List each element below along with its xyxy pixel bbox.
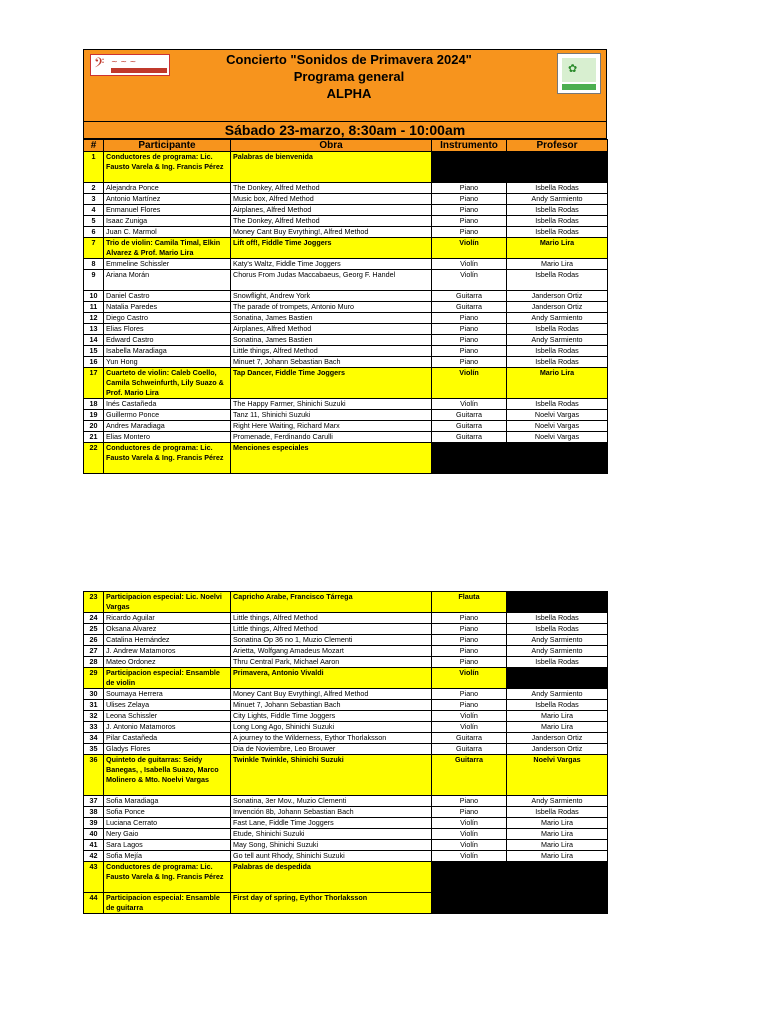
table-row	[84, 711, 608, 722]
table-row	[84, 646, 608, 657]
teacher-cell: Mario Lira	[507, 818, 608, 829]
instrument-cell: Piano	[432, 689, 507, 700]
participant-cell: Sofia Ponce	[104, 807, 231, 818]
table-row	[84, 840, 608, 851]
work-cell: Promenade, Ferdinando Carulli	[231, 432, 432, 443]
teacher-cell: Andy Sarmiento	[507, 646, 608, 657]
row-number: 8	[84, 259, 104, 270]
teacher-cell: Janderson Ortiz	[507, 733, 608, 744]
row-number: 9	[84, 270, 104, 291]
participant-cell: Nery Gaio	[104, 829, 231, 840]
participant-cell: Trio de violin: Camila Timal, Elkin Alvarez & Prof. Mario Lira	[104, 238, 231, 259]
teacher-cell: Janderson Ortiz	[507, 291, 608, 302]
table-row	[84, 668, 608, 689]
row-number: 1	[84, 152, 104, 183]
program-rows-2	[84, 592, 608, 914]
teacher-cell: Andy Sarmiento	[507, 335, 608, 346]
row-number: 37	[84, 796, 104, 807]
participant-cell: Quinteto de guitarras: Seidy Banegas, , Isabella Suazo, Marco Molinero & Mto. Noelvi Vargas	[104, 755, 231, 796]
work-cell: Airplanes, Alfred Method	[231, 205, 432, 216]
participant-cell: Elias Flores	[104, 324, 231, 335]
table-row	[84, 432, 608, 443]
school-logo-mark: ~ ~ ~	[111, 57, 137, 66]
teacher-cell: Mario Lira	[507, 238, 608, 259]
teacher-cell: Isbella Rodas	[507, 807, 608, 818]
participant-cell: Soumaya Herrera	[104, 689, 231, 700]
work-cell: Chorus From Judas Maccabaeus, Georg F. Handel	[231, 270, 432, 291]
row-number: 34	[84, 733, 104, 744]
participant-cell: Participacion especial: Lic. Noelvi Vargas	[104, 592, 231, 613]
work-cell: The Donkey, Alfred Method	[231, 216, 432, 227]
program-page-2	[83, 591, 607, 914]
instrument-cell: Piano	[432, 324, 507, 335]
teacher-cell: Isbella Rodas	[507, 324, 608, 335]
instrument-cell	[432, 443, 507, 474]
work-cell: Palabras de bienvenida	[231, 152, 432, 183]
instrument-cell: Flauta	[432, 592, 507, 613]
work-cell: Minuet 7, Johann Sebastian Bach	[231, 700, 432, 711]
col-header-work: Obra	[231, 140, 432, 152]
participant-cell: Antonio Martínez	[104, 194, 231, 205]
teacher-cell: Noelvi Vargas	[507, 421, 608, 432]
work-cell: Arietta, Wolfgang Amadeus Mozart	[231, 646, 432, 657]
teacher-cell: Isbella Rodas	[507, 183, 608, 194]
instrument-cell: Violín	[432, 668, 507, 689]
instrument-cell: Guitarra	[432, 421, 507, 432]
participant-cell: Sofia Mejía	[104, 851, 231, 862]
teacher-cell: Isbella Rodas	[507, 399, 608, 410]
logo-bar	[111, 68, 167, 73]
work-cell: Music box, Alfred Method	[231, 194, 432, 205]
instrument-cell: Piano	[432, 807, 507, 818]
table-row	[84, 324, 608, 335]
row-number: 15	[84, 346, 104, 357]
table-row	[84, 613, 608, 624]
participant-cell: Mateo Ordonez	[104, 657, 231, 668]
instrument-cell: Guitarra	[432, 302, 507, 313]
work-cell: Long Long Ago, Shinichi Suzuki	[231, 722, 432, 733]
participant-cell: Diego Castro	[104, 313, 231, 324]
work-cell: May Song, Shinichi Suzuki	[231, 840, 432, 851]
work-cell: Menciones especiales	[231, 443, 432, 474]
row-number: 33	[84, 722, 104, 733]
row-number: 21	[84, 432, 104, 443]
row-number: 19	[84, 410, 104, 421]
work-cell: City Lights, Fiddle Time Joggers	[231, 711, 432, 722]
instrument-cell: Guitarra	[432, 744, 507, 755]
table-row	[84, 216, 608, 227]
instrument-cell: Violín	[432, 368, 507, 399]
participant-cell: Conductores de programa: Lic. Fausto Varela & Ing. Francis Pérez	[104, 443, 231, 474]
teacher-cell: Isbella Rodas	[507, 613, 608, 624]
instrument-cell: Piano	[432, 700, 507, 711]
instrument-cell: Guitarra	[432, 733, 507, 744]
table-row	[84, 829, 608, 840]
teacher-cell	[507, 893, 608, 914]
table-row	[84, 410, 608, 421]
work-cell: Go tell aunt Rhody, Shinichi Suzuki	[231, 851, 432, 862]
row-number: 2	[84, 183, 104, 194]
row-number: 41	[84, 840, 104, 851]
teacher-cell: Isbella Rodas	[507, 270, 608, 291]
instrument-cell: Piano	[432, 205, 507, 216]
program-table-2	[83, 591, 608, 914]
table-row	[84, 227, 608, 238]
instrument-cell: Piano	[432, 216, 507, 227]
row-number: 26	[84, 635, 104, 646]
participant-cell: Participacion especial: Ensamble de guitarra	[104, 893, 231, 914]
instrument-cell: Violín	[432, 829, 507, 840]
table-row	[84, 194, 608, 205]
teacher-cell: Janderson Ortiz	[507, 744, 608, 755]
teacher-cell: Noelvi Vargas	[507, 410, 608, 421]
teacher-cell: Mario Lira	[507, 711, 608, 722]
row-number: 11	[84, 302, 104, 313]
teacher-cell: Andy Sarmiento	[507, 194, 608, 205]
participant-cell: Participacion especial: Ensamble de violin	[104, 668, 231, 689]
work-cell: First day of spring, Eythor Thorlaksson	[231, 893, 432, 914]
participant-cell: Isaac Zuniga	[104, 216, 231, 227]
participant-cell: Leona Schissler	[104, 711, 231, 722]
row-number: 25	[84, 624, 104, 635]
work-cell: Sonatina, James Bastien	[231, 335, 432, 346]
work-cell: Katy's Waltz, Fiddle Time Joggers	[231, 259, 432, 270]
work-cell: Twinkle Twinkle, Shinichi Suzuki	[231, 755, 432, 796]
concert-date: Sábado 23-marzo, 8:30am - 10:00am	[83, 122, 607, 139]
row-number: 31	[84, 700, 104, 711]
row-number: 6	[84, 227, 104, 238]
table-row	[84, 399, 608, 410]
table-row	[84, 346, 608, 357]
participant-cell: Isabella Maradiaga	[104, 346, 231, 357]
instrument-cell: Piano	[432, 346, 507, 357]
participant-cell: Sofia Maradiaga	[104, 796, 231, 807]
program-header	[83, 49, 607, 122]
participant-cell: Conductores de programa: Lic. Fausto Varela & Ing. Francis Pérez	[104, 152, 231, 183]
school-logo	[90, 54, 170, 76]
group-name: ALPHA	[326, 86, 372, 101]
teacher-cell: Isbella Rodas	[507, 700, 608, 711]
participant-cell: Conductores de programa: Lic. Fausto Varela & Ing. Francis Pérez	[104, 862, 231, 893]
table-header-row	[84, 140, 608, 152]
teacher-cell: Noelvi Vargas	[507, 432, 608, 443]
teacher-cell: Janderson Ortiz	[507, 302, 608, 313]
row-number: 17	[84, 368, 104, 399]
participant-cell: Natalia Paredes	[104, 302, 231, 313]
work-cell: Capricho Arabe, Francisco Tárrega	[231, 592, 432, 613]
instrument-cell: Piano	[432, 613, 507, 624]
teacher-cell: Isbella Rodas	[507, 657, 608, 668]
instrument-cell: Guitarra	[432, 755, 507, 796]
work-cell: Little things, Alfred Method	[231, 613, 432, 624]
row-number: 20	[84, 421, 104, 432]
teacher-cell: Mario Lira	[507, 840, 608, 851]
spring-concert-logo	[557, 53, 601, 94]
table-row	[84, 893, 608, 914]
bass-clef-icon: 𝄢	[94, 55, 105, 74]
logo-ground	[562, 84, 596, 90]
teacher-cell: Andy Sarmiento	[507, 796, 608, 807]
instrument-cell: Piano	[432, 313, 507, 324]
row-number: 13	[84, 324, 104, 335]
row-number: 36	[84, 755, 104, 796]
col-header-participant: Participante	[104, 140, 231, 152]
row-number: 14	[84, 335, 104, 346]
table-row	[84, 700, 608, 711]
work-cell: Airplanes, Alfred Method	[231, 324, 432, 335]
table-row	[84, 152, 608, 183]
row-number: 16	[84, 357, 104, 368]
row-number: 3	[84, 194, 104, 205]
program-page-1	[83, 49, 607, 474]
work-cell: Right Here Waiting, Richard Marx	[231, 421, 432, 432]
program-subtitle: Programa general	[293, 69, 405, 84]
participant-cell: Edward Castro	[104, 335, 231, 346]
work-cell: Palabras de despedida	[231, 862, 432, 893]
row-number: 38	[84, 807, 104, 818]
participant-cell: Gladys Flores	[104, 744, 231, 755]
instrument-cell: Piano	[432, 646, 507, 657]
participant-cell: Yun Hong	[104, 357, 231, 368]
teacher-cell: Andy Sarmiento	[507, 635, 608, 646]
teacher-cell	[507, 668, 608, 689]
instrument-cell: Violín	[432, 399, 507, 410]
participant-cell: Elias Montero	[104, 432, 231, 443]
table-row	[84, 183, 608, 194]
work-cell: The Donkey, Alfred Method	[231, 183, 432, 194]
row-number: 30	[84, 689, 104, 700]
row-number: 7	[84, 238, 104, 259]
table-row	[84, 722, 608, 733]
row-number: 40	[84, 829, 104, 840]
instrument-cell: Piano	[432, 796, 507, 807]
table-row	[84, 807, 608, 818]
participant-cell: Sara Lagos	[104, 840, 231, 851]
participant-cell: Pilar Castañeda	[104, 733, 231, 744]
instrument-cell: Violín	[432, 722, 507, 733]
table-row	[84, 443, 608, 474]
teacher-cell	[507, 443, 608, 474]
teacher-cell: Mario Lira	[507, 851, 608, 862]
participant-cell: J. Andrew Matamoros	[104, 646, 231, 657]
table-row	[84, 796, 608, 807]
col-header-teacher: Profesor	[507, 140, 608, 152]
participant-cell: Ariana Morán	[104, 270, 231, 291]
participant-cell: Daniel Castro	[104, 291, 231, 302]
work-cell: Money Cant Buy Evrything!, Alfred Method	[231, 689, 432, 700]
table-row	[84, 205, 608, 216]
participant-cell: Guillermo Ponce	[104, 410, 231, 421]
work-cell: Dia de Noviembre, Leo Brouwer	[231, 744, 432, 755]
participant-cell: Inés Castañeda	[104, 399, 231, 410]
table-row	[84, 313, 608, 324]
work-cell: Thru Central Park, Michael Aaron	[231, 657, 432, 668]
participant-cell: Emmeline Schissler	[104, 259, 231, 270]
instrument-cell: Violín	[432, 270, 507, 291]
table-row	[84, 368, 608, 399]
work-cell: The Happy Farmer, Shinichi Suzuki	[231, 399, 432, 410]
instrument-cell: Violín	[432, 851, 507, 862]
work-cell: Tanz 11, Shinichi Suzuki	[231, 410, 432, 421]
table-row	[84, 624, 608, 635]
sprout-icon: ✿	[568, 63, 578, 75]
instrument-cell: Piano	[432, 624, 507, 635]
work-cell: Sonatina Op 36 no 1, Muzio Clementi	[231, 635, 432, 646]
instrument-cell	[432, 862, 507, 893]
teacher-cell: Noelvi Vargas	[507, 755, 608, 796]
work-cell: Etude, Shinichi Suzuki	[231, 829, 432, 840]
col-header-instrument: Instrumento	[432, 140, 507, 152]
instrument-cell: Piano	[432, 335, 507, 346]
concert-title: Concierto "Sonidos de Primavera 2024"	[226, 52, 472, 67]
row-number: 42	[84, 851, 104, 862]
teacher-cell: Isbella Rodas	[507, 205, 608, 216]
participant-cell: Catalina Hernández	[104, 635, 231, 646]
table-row	[84, 657, 608, 668]
instrument-cell: Violín	[432, 238, 507, 259]
instrument-cell: Piano	[432, 657, 507, 668]
row-number: 18	[84, 399, 104, 410]
work-cell: Invención 8b, Johann Sebastian Bach	[231, 807, 432, 818]
table-row	[84, 635, 608, 646]
table-row	[84, 421, 608, 432]
row-number: 12	[84, 313, 104, 324]
row-number: 29	[84, 668, 104, 689]
table-row	[84, 744, 608, 755]
table-row	[84, 238, 608, 259]
teacher-cell: Mario Lira	[507, 722, 608, 733]
instrument-cell: Violín	[432, 818, 507, 829]
participant-cell: Alejandra Ponce	[104, 183, 231, 194]
teacher-cell: Mario Lira	[507, 829, 608, 840]
row-number: 35	[84, 744, 104, 755]
table-row	[84, 689, 608, 700]
participant-cell: Ricardo Aguilar	[104, 613, 231, 624]
row-number: 22	[84, 443, 104, 474]
row-number: 4	[84, 205, 104, 216]
teacher-cell: Isbella Rodas	[507, 216, 608, 227]
participant-cell: Cuarteto de violin: Caleb Coello, Camila Schweinfurth, Lily Suazo & Prof. Mario Lira	[104, 368, 231, 399]
table-row	[84, 335, 608, 346]
row-number: 32	[84, 711, 104, 722]
teacher-cell: Mario Lira	[507, 259, 608, 270]
instrument-cell: Violín	[432, 840, 507, 851]
instrument-cell: Piano	[432, 194, 507, 205]
instrument-cell: Violín	[432, 259, 507, 270]
instrument-cell	[432, 152, 507, 183]
teacher-cell: Isbella Rodas	[507, 346, 608, 357]
work-cell: The parade of trompets, Antonio Muro	[231, 302, 432, 313]
instrument-cell: Piano	[432, 357, 507, 368]
instrument-cell: Violín	[432, 711, 507, 722]
table-row	[84, 755, 608, 796]
work-cell: Snowflight, Andrew York	[231, 291, 432, 302]
program-rows-1	[84, 152, 608, 474]
participant-cell: Oksana Alvarez	[104, 624, 231, 635]
table-row	[84, 259, 608, 270]
teacher-cell: Isbella Rodas	[507, 357, 608, 368]
teacher-cell: Isbella Rodas	[507, 227, 608, 238]
instrument-cell: Guitarra	[432, 291, 507, 302]
work-cell: Fast Lane, Fiddle Time Joggers	[231, 818, 432, 829]
table-row	[84, 291, 608, 302]
row-number: 24	[84, 613, 104, 624]
table-row	[84, 270, 608, 291]
teacher-cell: Andy Sarmiento	[507, 689, 608, 700]
row-number: 23	[84, 592, 104, 613]
instrument-cell	[432, 893, 507, 914]
row-number: 10	[84, 291, 104, 302]
teacher-cell	[507, 592, 608, 613]
table-row	[84, 851, 608, 862]
participant-cell: Juan C. Marmol	[104, 227, 231, 238]
participant-cell: J. Antonio Matamoros	[104, 722, 231, 733]
table-row	[84, 302, 608, 313]
col-header-num: #	[84, 140, 104, 152]
work-cell: Primavera, Antonio Vivaldi	[231, 668, 432, 689]
table-row	[84, 733, 608, 744]
work-cell: Sonatina, James Bastien	[231, 313, 432, 324]
row-number: 43	[84, 862, 104, 893]
teacher-cell: Mario Lira	[507, 368, 608, 399]
row-number: 28	[84, 657, 104, 668]
teacher-cell: Isbella Rodas	[507, 624, 608, 635]
table-row	[84, 862, 608, 893]
work-cell: Little things, Alfred Method	[231, 624, 432, 635]
teacher-cell	[507, 152, 608, 183]
participant-cell: Luciana Cerrato	[104, 818, 231, 829]
program-table-1	[83, 139, 608, 474]
table-row	[84, 357, 608, 368]
instrument-cell: Piano	[432, 635, 507, 646]
row-number: 27	[84, 646, 104, 657]
participant-cell: Enmanuel Flores	[104, 205, 231, 216]
table-row	[84, 818, 608, 829]
work-cell: A journey to the Wilderness, Eythor Thorlaksson	[231, 733, 432, 744]
table-row	[84, 592, 608, 613]
work-cell: Minuet 7, Johann Sebastian Bach	[231, 357, 432, 368]
teacher-cell: Andy Sarmiento	[507, 313, 608, 324]
work-cell: Tap Dancer, Fiddle Time Joggers	[231, 368, 432, 399]
work-cell: Lift off!, Fiddle Time Joggers	[231, 238, 432, 259]
work-cell: Sonatina, 3er Mov., Muzio Clementi	[231, 796, 432, 807]
instrument-cell: Guitarra	[432, 432, 507, 443]
row-number: 39	[84, 818, 104, 829]
instrument-cell: Piano	[432, 227, 507, 238]
participant-cell: Ulises Zelaya	[104, 700, 231, 711]
participant-cell: Andres Maradiaga	[104, 421, 231, 432]
row-number: 44	[84, 893, 104, 914]
instrument-cell: Guitarra	[432, 410, 507, 421]
work-cell: Little things, Alfred Method	[231, 346, 432, 357]
work-cell: Money Cant Buy Evrything!, Alfred Method	[231, 227, 432, 238]
teacher-cell	[507, 862, 608, 893]
instrument-cell: Piano	[432, 183, 507, 194]
row-number: 5	[84, 216, 104, 227]
